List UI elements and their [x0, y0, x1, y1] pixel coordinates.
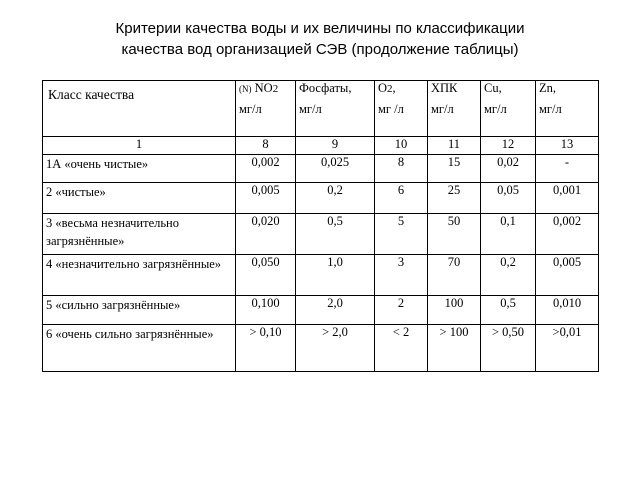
- header-phos-unit: мг/л: [299, 102, 322, 116]
- col-number: 13: [536, 137, 599, 155]
- header-o2-unit: мг /л: [378, 102, 404, 116]
- cell-o2: < 2: [375, 325, 428, 372]
- cell-phosphates: 0,025: [296, 155, 375, 183]
- cell-o2: 5: [375, 214, 428, 255]
- header-o2-comma: ,: [392, 81, 396, 95]
- cell-phosphates: 0,2: [296, 183, 375, 214]
- row-label: 2 «чистые»: [43, 183, 236, 214]
- cell-phosphates: 1,0: [296, 255, 375, 296]
- cell-zn: 0,005: [536, 255, 599, 296]
- cell-o2: 3: [375, 255, 428, 296]
- header-o2-main: O: [378, 81, 388, 95]
- header-hpk: [428, 81, 481, 137]
- cell-no2: > 0,10: [236, 325, 296, 372]
- col-number: 8: [236, 137, 296, 155]
- cell-hpk: 15: [428, 155, 481, 183]
- header-zn-unit: мг/л: [539, 102, 562, 116]
- col-number: 11: [428, 137, 481, 155]
- row-label: 5 «сильно загрязнённые»: [43, 296, 236, 325]
- page-title: [0, 18, 640, 60]
- row-label: 1А «очень чистые»: [43, 155, 236, 183]
- header-no2-prefix: (N): [239, 84, 252, 94]
- cell-no2: 0,050: [236, 255, 296, 296]
- cell-hpk: 50: [428, 214, 481, 255]
- header-cu-unit: мг/л: [484, 102, 507, 116]
- cell-zn: 0,010: [536, 296, 599, 325]
- header-class: Класс качества: [43, 81, 236, 137]
- cell-phosphates: 0,5: [296, 214, 375, 255]
- table-row: [43, 214, 599, 255]
- row-label: 4 «незначительно загрязнённые»: [43, 255, 236, 296]
- header-phos-label: Фосфаты,: [299, 81, 352, 95]
- row-label: 3 «весьма незначительно загрязнённые»: [43, 214, 236, 255]
- table-row: [43, 296, 599, 325]
- cell-zn: 0,001: [536, 183, 599, 214]
- header-zn-label: Zn,: [539, 81, 557, 95]
- col-number: 1: [43, 137, 236, 155]
- col-number: 9: [296, 137, 375, 155]
- header-no2-main: NO: [254, 81, 273, 95]
- table-row: [43, 255, 599, 296]
- cell-zn: >0,01: [536, 325, 599, 372]
- cell-o2: 8: [375, 155, 428, 183]
- header-cu-label: Cu,: [484, 81, 502, 95]
- cell-phosphates: 2,0: [296, 296, 375, 325]
- cell-cu: 0,2: [481, 255, 536, 296]
- table-row: [43, 155, 599, 183]
- table-row: [43, 183, 599, 214]
- cell-zn: -: [536, 155, 599, 183]
- cell-no2: 0,005: [236, 183, 296, 214]
- header-o2-sub: 2: [387, 83, 393, 95]
- cell-o2: 2: [375, 296, 428, 325]
- cell-cu: 0,5: [481, 296, 536, 325]
- cell-hpk: 100: [428, 296, 481, 325]
- table-row: [43, 325, 599, 372]
- header-o2: [375, 81, 428, 137]
- header-phosphates: [296, 81, 375, 137]
- cell-hpk: 70: [428, 255, 481, 296]
- cell-no2: 0,100: [236, 296, 296, 325]
- row-label: 6 «очень сильно загрязнённые»: [43, 325, 236, 372]
- cell-cu: > 0,50: [481, 325, 536, 372]
- header-cu: [481, 81, 536, 137]
- cell-cu: 0,05: [481, 183, 536, 214]
- header-no2: [236, 81, 296, 137]
- cell-zn: 0,002: [536, 214, 599, 255]
- cell-no2: 0,002: [236, 155, 296, 183]
- cell-o2: 6: [375, 183, 428, 214]
- criteria-table: [42, 80, 599, 372]
- cell-hpk: > 100: [428, 325, 481, 372]
- cell-phosphates: > 2,0: [296, 325, 375, 372]
- title-line-1: Критерии качества воды и их величины по классификации: [115, 20, 525, 37]
- col-number: 12: [481, 137, 536, 155]
- column-number-row: [43, 137, 599, 155]
- header-no2-unit: мг/л: [239, 102, 262, 116]
- table-header-row: [43, 81, 599, 137]
- header-zn: [536, 81, 599, 137]
- cell-cu: 0,02: [481, 155, 536, 183]
- header-hpk-label: ХПК: [431, 81, 458, 95]
- header-hpk-unit: мг/л: [431, 102, 454, 116]
- title-line-2: качества вод организацией СЭВ (продолжение таблицы): [121, 41, 519, 58]
- cell-cu: 0,1: [481, 214, 536, 255]
- header-no2-sub: 2: [272, 83, 279, 95]
- cell-no2: 0,020: [236, 214, 296, 255]
- col-number: 10: [375, 137, 428, 155]
- cell-hpk: 25: [428, 183, 481, 214]
